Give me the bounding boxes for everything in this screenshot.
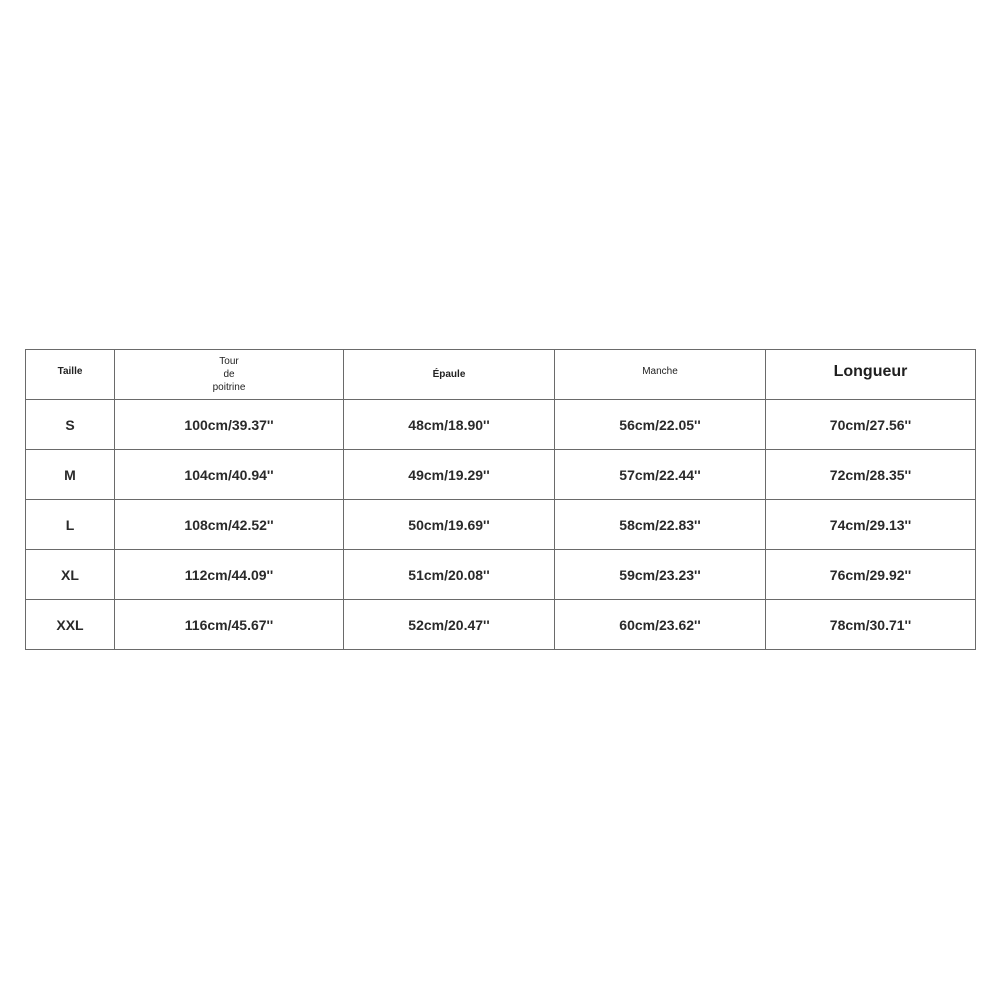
header-chest <box>115 350 344 400</box>
cell-shoulder: 52cm/20.47'' <box>344 600 555 650</box>
cell-size: XL <box>26 550 115 600</box>
cell-sleeve: 59cm/23.23'' <box>555 550 766 600</box>
header-shoulder <box>344 350 555 400</box>
cell-sleeve: 57cm/22.44'' <box>555 450 766 500</box>
cell-shoulder: 51cm/20.08'' <box>344 550 555 600</box>
size-chart-table <box>25 349 976 650</box>
cell-length: 72cm/28.35'' <box>766 450 976 500</box>
cell-chest: 112cm/44.09'' <box>115 550 344 600</box>
cell-sleeve: 60cm/23.62'' <box>555 600 766 650</box>
table-row <box>26 550 976 600</box>
cell-chest: 100cm/39.37'' <box>115 400 344 450</box>
header-chest-line-1: Tour <box>219 356 239 367</box>
header-length-label: Longueur <box>833 363 908 380</box>
cell-sleeve: 58cm/22.83'' <box>555 500 766 550</box>
cell-chest: 108cm/42.52'' <box>115 500 344 550</box>
cell-length: 70cm/27.56'' <box>766 400 976 450</box>
cell-size: XXL <box>26 600 115 650</box>
header-chest-line-3: poitrine <box>212 382 246 393</box>
table-row <box>26 500 976 550</box>
table-row <box>26 400 976 450</box>
cell-length: 76cm/29.92'' <box>766 550 976 600</box>
table-row <box>26 600 976 650</box>
header-sleeve <box>555 350 766 400</box>
cell-chest: 116cm/45.67'' <box>115 600 344 650</box>
cell-size: M <box>26 450 115 500</box>
table-row <box>26 450 976 500</box>
header-shoulder-label: Épaule <box>432 369 466 380</box>
cell-shoulder: 49cm/19.29'' <box>344 450 555 500</box>
cell-shoulder: 48cm/18.90'' <box>344 400 555 450</box>
cell-shoulder: 50cm/19.69'' <box>344 500 555 550</box>
cell-size: S <box>26 400 115 450</box>
header-size <box>26 350 115 400</box>
cell-sleeve: 56cm/22.05'' <box>555 400 766 450</box>
header-chest-line-2: de <box>223 369 235 380</box>
header-row <box>26 350 976 400</box>
header-sleeve-label: Manche <box>642 365 678 377</box>
header-size-label: Taille <box>57 366 83 377</box>
cell-size: L <box>26 500 115 550</box>
header-length <box>766 350 976 400</box>
cell-length: 78cm/30.71'' <box>766 600 976 650</box>
cell-length: 74cm/29.13'' <box>766 500 976 550</box>
cell-chest: 104cm/40.94'' <box>115 450 344 500</box>
